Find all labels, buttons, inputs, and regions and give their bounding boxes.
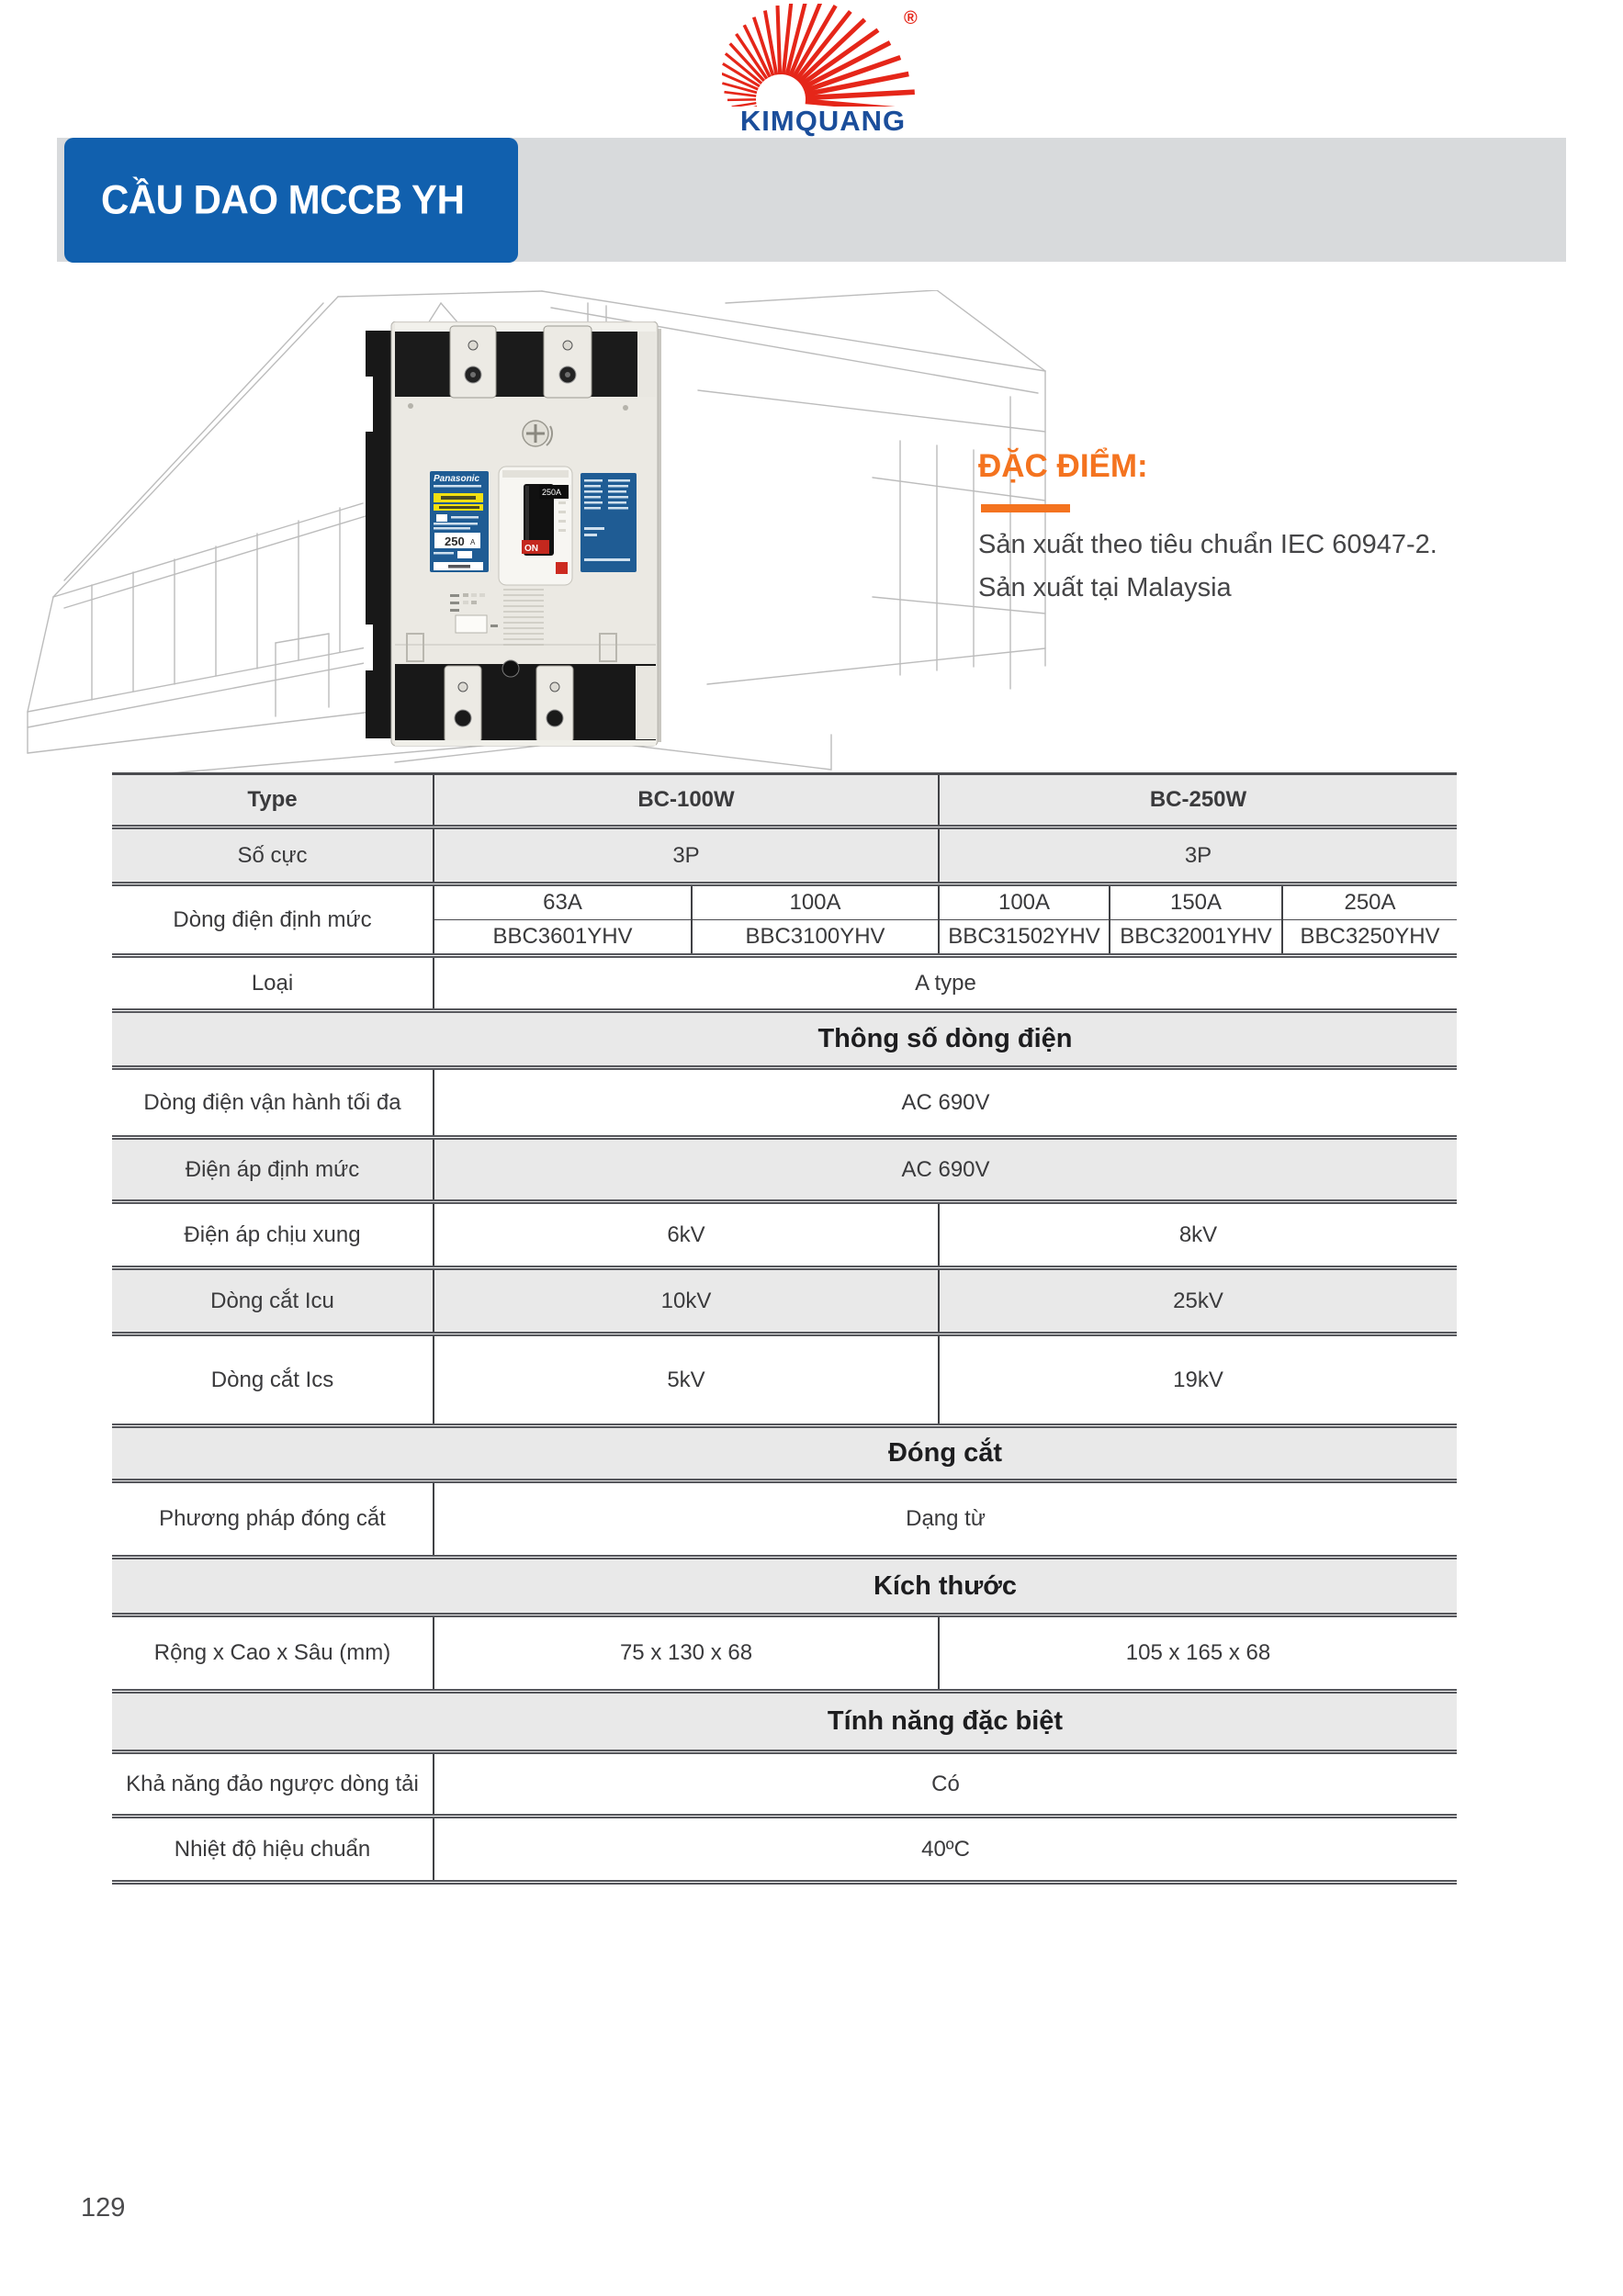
cell-value: 40ºC bbox=[434, 1817, 1457, 1883]
table-row bbox=[112, 827, 1457, 884]
cell-value: AC 690V bbox=[434, 1068, 1457, 1138]
cell-code: BBC3601YHV bbox=[434, 920, 692, 956]
features-text bbox=[978, 523, 1437, 610]
on-label: ON bbox=[524, 544, 538, 554]
table-row bbox=[112, 956, 1457, 1011]
row-label: Phương pháp đóng cắt bbox=[112, 1481, 434, 1558]
row-label: Điện áp chịu xung bbox=[112, 1202, 434, 1268]
table-row bbox=[112, 1752, 1457, 1817]
row-label: Dòng điện định mức bbox=[112, 884, 434, 956]
cell-value: 8kV bbox=[939, 1202, 1457, 1268]
table-row bbox=[112, 1268, 1457, 1334]
cell-value: A type bbox=[434, 956, 1457, 1011]
cell-value: Dạng từ bbox=[434, 1481, 1457, 1558]
sunburst-center bbox=[758, 76, 804, 107]
cell-code: BBC3100YHV bbox=[692, 920, 939, 956]
cell-value: 6kV bbox=[434, 1202, 939, 1268]
cell-value: 3P bbox=[434, 827, 939, 884]
cell-amp: 63A bbox=[434, 884, 692, 920]
table-row bbox=[112, 1138, 1457, 1202]
rating-text: 250 bbox=[445, 535, 465, 548]
red-marker bbox=[556, 562, 568, 574]
top-clamp-right bbox=[544, 326, 592, 398]
cell-amp: 250A bbox=[1282, 884, 1457, 920]
cell-value: 75 x 130 x 68 bbox=[434, 1615, 939, 1692]
section-row bbox=[112, 1426, 1457, 1481]
section-row bbox=[112, 1558, 1457, 1615]
cell-code: BBC31502YHV bbox=[939, 920, 1110, 956]
cell-value: 3P bbox=[939, 827, 1457, 884]
cell-amp: 150A bbox=[1110, 884, 1282, 920]
cell-amp: 100A bbox=[939, 884, 1110, 920]
features-heading: ĐẶC ĐIỂM: bbox=[978, 448, 1148, 484]
row-label: Loại bbox=[112, 956, 434, 1011]
table-row bbox=[112, 1615, 1457, 1692]
section-header: Thông số dòng điện bbox=[817, 1024, 1073, 1053]
cell-value: 5kV bbox=[434, 1334, 939, 1426]
table-row bbox=[112, 1202, 1457, 1268]
section-header: Đóng cắt bbox=[887, 1438, 1003, 1468]
cell-value: 10kV bbox=[434, 1268, 939, 1334]
row-label: Số cực bbox=[112, 827, 434, 884]
right-label bbox=[580, 473, 637, 572]
features-underline bbox=[981, 504, 1070, 512]
spec-table bbox=[112, 772, 1457, 1885]
page-title: CẦU DAO MCCB YH bbox=[101, 176, 465, 223]
table-row bbox=[112, 774, 1457, 827]
cell-code: BBC3250YHV bbox=[1282, 920, 1457, 956]
cell-value: 25kV bbox=[939, 1268, 1457, 1334]
left-label bbox=[430, 471, 489, 572]
cell-value: Có bbox=[434, 1752, 1457, 1817]
cell-amp: 100A bbox=[692, 884, 939, 920]
feature-line: Sản xuất theo tiêu chuẩn IEC 60947-2. bbox=[978, 530, 1437, 559]
page-title-box bbox=[64, 138, 518, 263]
brand-name: KIMQUANG bbox=[739, 105, 907, 137]
table-row bbox=[112, 1817, 1457, 1883]
col-header-type: Type bbox=[112, 774, 434, 827]
table-row bbox=[112, 1068, 1457, 1138]
row-label: Điện áp định mức bbox=[112, 1138, 434, 1202]
cell-value: 19kV bbox=[939, 1334, 1457, 1426]
mccb-product-image bbox=[364, 321, 663, 748]
section-row bbox=[112, 1011, 1457, 1068]
rating-unit: A bbox=[470, 538, 476, 546]
bottom-clamp-right bbox=[536, 666, 573, 742]
table-row bbox=[112, 1481, 1457, 1558]
col-header-bc100: BC-100W bbox=[434, 774, 939, 827]
handle-tag: 250A bbox=[542, 488, 562, 497]
section-header: Tính năng đặc biệt bbox=[827, 1706, 1064, 1736]
row-label: Rộng x Cao x Sâu (mm) bbox=[112, 1615, 434, 1692]
section-row bbox=[112, 1692, 1457, 1752]
cell-value: AC 690V bbox=[434, 1138, 1457, 1202]
bottom-clamp-left bbox=[445, 666, 481, 742]
top-clamp-left bbox=[450, 326, 496, 398]
row-label: Dòng cắt Icu bbox=[112, 1268, 434, 1334]
col-header-bc250: BC-250W bbox=[939, 774, 1457, 827]
table-row bbox=[112, 884, 1457, 920]
row-label: Dòng cắt Ics bbox=[112, 1334, 434, 1426]
breaker-top-terminals bbox=[395, 332, 656, 397]
section-header: Kích thước bbox=[873, 1570, 1018, 1601]
table-row bbox=[112, 1334, 1457, 1426]
page-number: 129 bbox=[81, 2193, 126, 2223]
row-label: Khả năng đảo ngược dòng tải bbox=[112, 1752, 434, 1817]
feature-line: Sản xuất tại Malaysia bbox=[978, 573, 1232, 602]
row-label: Dòng điện vận hành tối đa bbox=[112, 1068, 434, 1138]
registered-mark: ® bbox=[904, 8, 918, 28]
brand-text: Panasonic bbox=[434, 474, 480, 484]
cell-value: 105 x 165 x 68 bbox=[939, 1615, 1457, 1692]
brand-logo bbox=[722, 4, 924, 152]
sunburst-logo-icon bbox=[722, 4, 924, 107]
breaker-bottom-terminals bbox=[395, 664, 656, 742]
toggle-switch bbox=[499, 467, 572, 585]
row-label: Nhiệt độ hiệu chuẩn bbox=[112, 1817, 434, 1883]
cell-code: BBC32001YHV bbox=[1110, 920, 1282, 956]
